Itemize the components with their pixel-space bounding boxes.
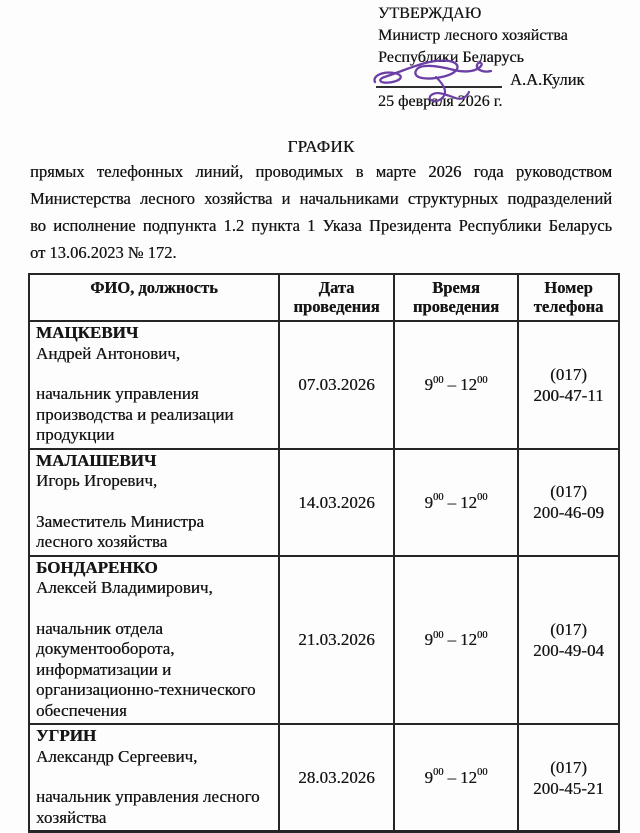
- header-time: Время проведения: [394, 274, 518, 321]
- person-position: начальник управления производства и реализации продукции: [36, 384, 234, 444]
- time-cell: [394, 556, 518, 725]
- signature-row: [378, 69, 640, 88]
- header-phone: Номер телефона: [518, 274, 619, 321]
- phone-number: 200-46-09: [533, 503, 604, 522]
- phone-cell: [518, 449, 619, 556]
- time-end-minutes: 00: [477, 767, 488, 779]
- fio-cell: [29, 724, 279, 832]
- phone-area-code: (017): [550, 619, 587, 639]
- person-name: Александр Сергеевич,: [36, 746, 198, 766]
- phone-lines-schedule-table: [28, 273, 620, 833]
- person-name: Игорь Игоревич,: [36, 471, 158, 490]
- person-name: Андрей Антонович,: [36, 343, 181, 363]
- phone-number: 200-45-21: [533, 778, 604, 798]
- time-end: 12: [460, 630, 477, 650]
- person-position: начальник управления лесного хозяйства: [36, 787, 260, 827]
- time-dash: –: [447, 630, 456, 650]
- phone-cell: [518, 724, 619, 832]
- intro-line: во исполнение подпункта 1.2 пункта 1 Указа Президента Республики Беларусь: [30, 216, 612, 235]
- phone-cell: [518, 321, 619, 449]
- time-dash: –: [447, 768, 456, 787]
- date-cell: 07.03.2026: [279, 321, 394, 449]
- time-end: 12: [460, 768, 477, 787]
- phone-number: 200-49-04: [533, 640, 604, 660]
- person-position: начальник отдела документооборота, информатизации и организационно-технического обеспечения: [36, 618, 256, 720]
- phone-number: 200-47-11: [533, 385, 604, 405]
- document-title: ГРАФИК: [287, 137, 355, 156]
- fio-cell: [29, 449, 279, 556]
- time-end: 12: [460, 375, 477, 395]
- time-start-minutes: 00: [433, 374, 444, 386]
- approval-date: 25 февраля 2026 г.: [378, 93, 503, 110]
- time-start: 9: [424, 768, 433, 787]
- person-position: Заместитель Министра лесного хозяйства: [36, 511, 204, 551]
- intro-paragraph: [30, 158, 612, 266]
- time-start: 9: [424, 375, 433, 395]
- intro-line: от 13.06.2023 № 172.: [30, 243, 177, 262]
- signature-line: [376, 86, 502, 88]
- time-start: 9: [424, 630, 433, 650]
- fio-cell: [29, 556, 279, 725]
- phone-cell: [518, 556, 619, 725]
- signer-name: А.А.Кулик: [510, 70, 585, 89]
- time-cell: [394, 449, 518, 556]
- time-dash: –: [447, 492, 456, 512]
- time-dash: –: [447, 375, 456, 395]
- fio-cell: [29, 321, 279, 449]
- header-fio: ФИО, должность: [29, 274, 279, 321]
- time-start-minutes: 00: [433, 767, 444, 779]
- time-end-minutes: 00: [477, 629, 488, 641]
- time-start-minutes: 00: [433, 629, 444, 641]
- table-row: [29, 556, 619, 725]
- table-row: [29, 449, 619, 556]
- approval-label: УТВЕРЖДАЮ: [378, 5, 482, 22]
- person-name: Алексей Владимирович,: [36, 578, 213, 597]
- intro-line: прямых телефонных линий, проводимых в марте 2026 года руководством: [30, 162, 612, 181]
- spacer: [36, 599, 272, 619]
- person-surname: УГРИН: [36, 726, 97, 745]
- time-end-minutes: 00: [477, 491, 488, 503]
- table-row: [29, 724, 619, 832]
- approval-block: [378, 3, 640, 113]
- time-end: 12: [460, 492, 477, 512]
- person-surname: БОНДАРЕНКО: [36, 557, 158, 577]
- time-cell: [394, 321, 518, 449]
- person-surname: МАЛАШЕВИЧ: [36, 450, 157, 470]
- time-start: 9: [424, 492, 433, 512]
- date-cell: 21.03.2026: [279, 556, 394, 725]
- date-cell: 14.03.2026: [279, 449, 394, 556]
- spacer: [36, 364, 272, 384]
- approval-position-line2: Республики Беларусь: [378, 49, 524, 66]
- person-surname: МАЦКЕВИЧ: [36, 323, 139, 342]
- time-cell: [394, 724, 518, 832]
- time-end-minutes: 00: [477, 374, 488, 386]
- header-date: Дата проведения: [279, 274, 394, 321]
- table-header-row: [29, 274, 619, 321]
- time-start-minutes: 00: [433, 491, 444, 503]
- spacer: [36, 767, 272, 787]
- spacer: [36, 492, 272, 512]
- phone-area-code: (017): [550, 482, 587, 501]
- intro-line: Министерства лесного хозяйства и начальниками структурных подразделений: [30, 189, 612, 208]
- phone-area-code: (017): [550, 757, 587, 777]
- approval-position-line1: Министр лесного хозяйства: [378, 27, 568, 44]
- table-row: [29, 321, 619, 449]
- phone-area-code: (017): [550, 364, 587, 384]
- date-cell: 28.03.2026: [279, 724, 394, 832]
